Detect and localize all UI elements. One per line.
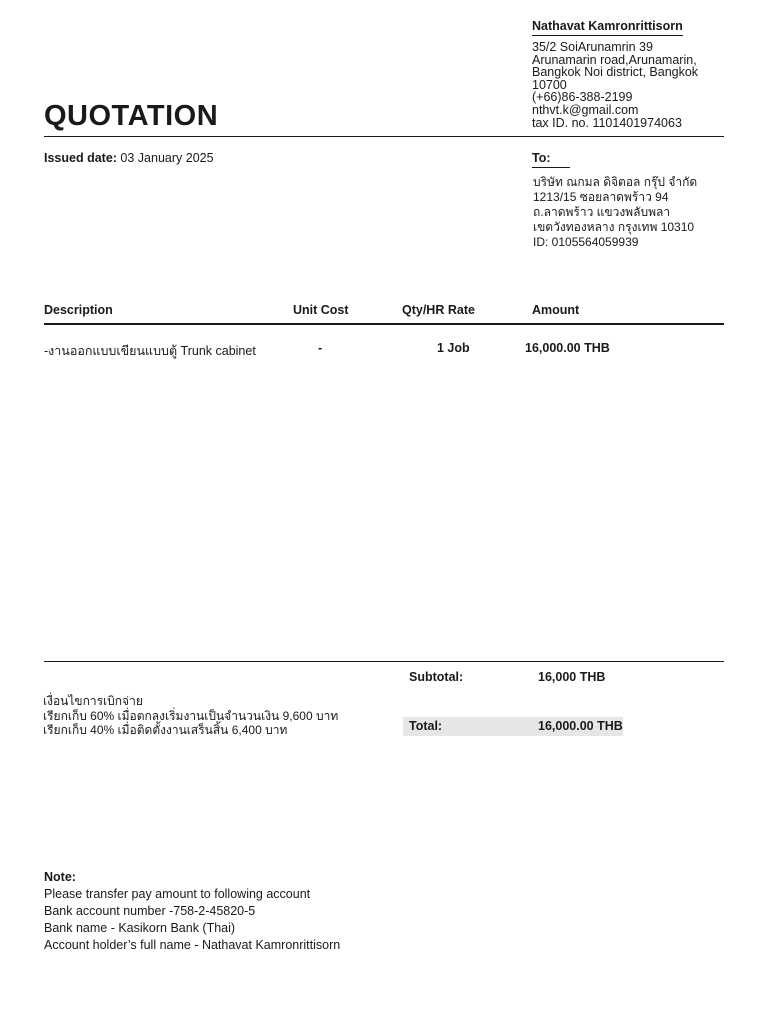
bank-account-number: Bank account number -758-2-45820-5: [44, 904, 256, 918]
column-header-unit-cost: Unit Cost: [293, 303, 349, 317]
sender-address-line: 10700: [532, 77, 567, 92]
column-header-description: Description: [44, 303, 113, 317]
sender-address: [532, 41, 698, 129]
recipient-label: To:: [532, 151, 570, 168]
recipient-line: บริษัท ณกมล ดิจิตอล กรุ๊ป จำกัด: [533, 175, 698, 189]
recipient-address: [533, 175, 697, 250]
header-divider: [44, 136, 724, 137]
issued-date: [44, 151, 214, 165]
total-label: Total:: [409, 719, 443, 733]
sender-address-line: 35/2 SoiArunamrin 39: [532, 40, 653, 54]
row-qty: 1 Job: [437, 341, 470, 355]
total-value: 16,000.00 THB: [538, 719, 623, 733]
table-footer-divider: [44, 661, 724, 662]
bank-name: Bank name - Kasikorn Bank (Thai): [44, 921, 236, 935]
recipient-id: ID: 0105564059939: [533, 235, 639, 249]
recipient-line: เขตวังทองหลาง กรุงเทพ 10310: [533, 220, 695, 234]
sender-email: nthvt.k@gmail.com: [532, 102, 639, 117]
column-header-qty: Qty/HR Rate: [402, 303, 475, 317]
issued-date-value: 03 January 2025: [120, 151, 214, 165]
sender-address-line: Arunamarin road,Arunamarin,: [532, 52, 697, 67]
payment-terms-line: เรียกเก็บ 40% เมื่อติดตั้งงานเสร็นสิ้น 6,400 บาท: [43, 723, 288, 737]
issued-date-label: Issued date:: [44, 151, 117, 165]
sender-name: Nathavat Kamronrittisorn: [532, 19, 683, 36]
sender-phone: (+66)86-388-2199: [532, 90, 633, 105]
row-description: -งานออกแบบเขียนแบบตู้ Trunk cabinet: [44, 344, 256, 358]
payment-terms-line: เรียกเก็บ 60% เมื่อตกลงเริ่มงานเป็นจำนวนเงิน 9,600 บาท: [43, 708, 339, 723]
table-header-divider: [44, 323, 724, 325]
account-holder: Account holder’s full name - Nathavat Kamronrittisorn: [44, 938, 341, 952]
page-title: QUOTATION: [44, 100, 219, 132]
sender-address-line: Bangkok Noi district, Bangkok: [532, 65, 699, 80]
note-line: Please transfer pay amount to following account: [44, 887, 311, 901]
recipient-line: ถ.ลาดพร้าว แขวงพลับพลา: [533, 205, 671, 219]
payment-terms: [43, 694, 338, 738]
row-amount: 16,000.00 THB: [525, 341, 610, 355]
payment-terms-heading: เงื่อนไขการเบิกจ่าย: [43, 694, 143, 708]
subtotal-value: 16,000 THB: [538, 670, 606, 684]
note-section: [44, 869, 340, 954]
sender-tax-id: tax ID. no. 1101401974063: [532, 115, 682, 130]
row-unit-cost: -: [318, 341, 323, 355]
subtotal-label: Subtotal:: [409, 670, 464, 684]
recipient-line: 1213/15 ซอยลาดพร้าว 94: [533, 190, 669, 204]
note-label: Note:: [44, 870, 76, 884]
column-header-amount: Amount: [532, 303, 580, 317]
